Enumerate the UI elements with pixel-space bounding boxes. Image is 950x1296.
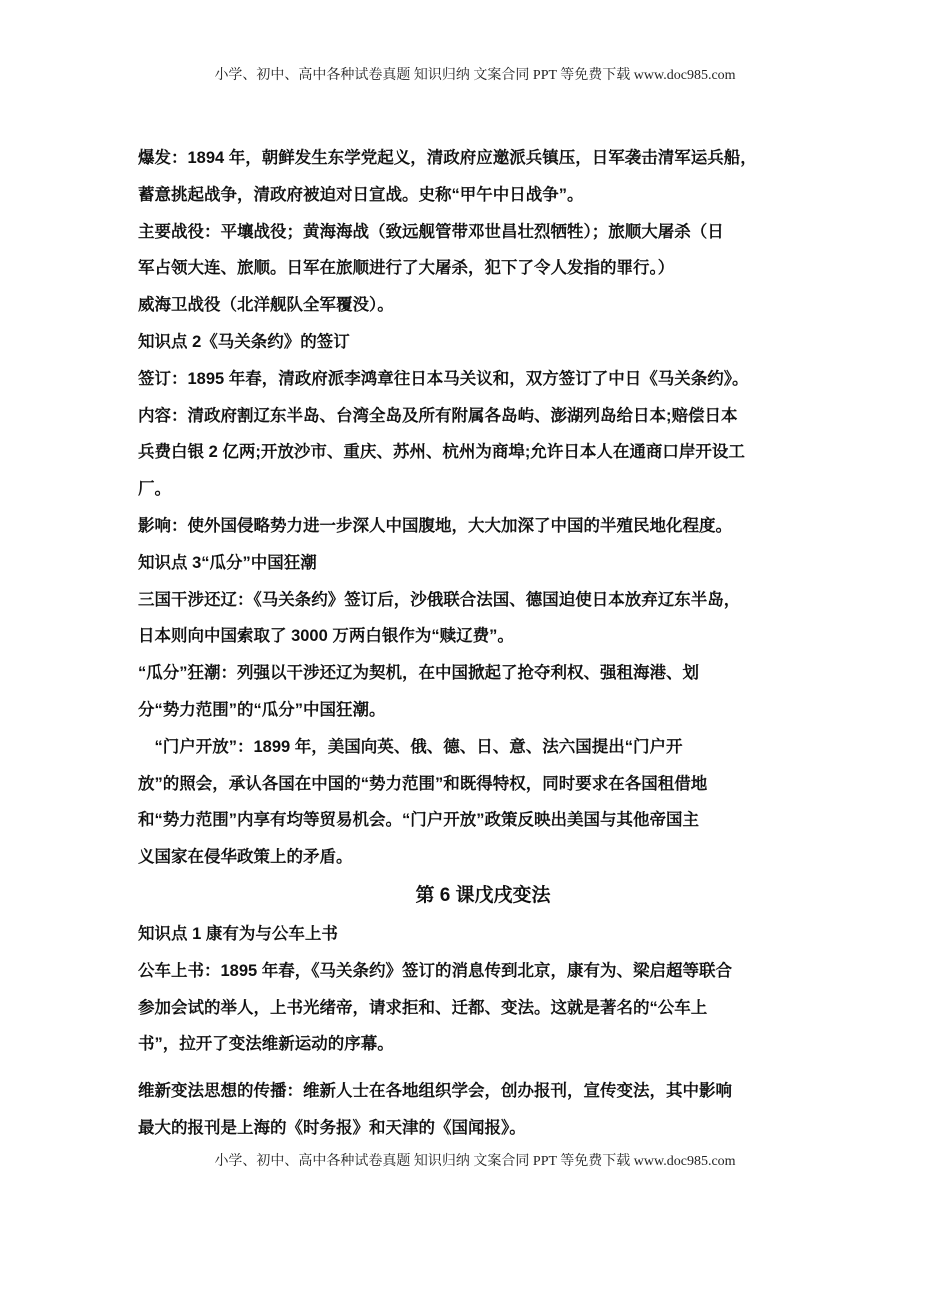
text-line: 主要战役：平壤战役；黄海海战（致远舰管带邓世昌壮烈牺牲）；旅顺大屠杀（日: [138, 222, 724, 241]
text-line: 厂。: [138, 480, 171, 499]
document-body: [138, 140, 828, 1147]
text-line: “门户开放”：1899 年，美国向英、俄、德、日、意、法六国提出“门户开: [138, 737, 683, 756]
text-line: 公车上书：1895 年春，《马关条约》签订的消息传到北京，康有为、梁启超等联合: [138, 961, 733, 980]
section-heading: 知识点 3“瓜分”中国狂潮: [138, 553, 317, 572]
text-line: 和“势力范围”内享有均等贸易机会。“门户开放”政策反映出美国与其他帝国主: [138, 811, 699, 830]
paragraph-gap: [138, 1063, 828, 1073]
text-line: 威海卫战役（北洋舰队全军覆没）。: [138, 296, 394, 315]
text-line: 兵费白银 2 亿两;开放沙市、重庆、苏州、杭州为商埠;允许日本人在通商口岸开设工: [138, 443, 745, 462]
lesson-title: 第 6 课戊戌变法: [415, 884, 551, 906]
page-header: 小学、初中、高中各种试卷真题 知识归纳 文案合同 PPT 等免费下载 www.doc985.com: [214, 68, 736, 83]
text-line: 日本则向中国索取了 3000 万两白银作为“赎辽费”。: [138, 627, 514, 646]
text-line: 军占领大连、旅顺。日军在旅顺进行了大屠杀，犯下了令人发指的罪行。）: [138, 259, 675, 278]
text-line: 签订：1895 年春，清政府派李鸿章往日本马关议和，双方签订了中日《马关条约》。: [138, 369, 749, 388]
text-line: 放”的照会，承认各国在中国的“势力范围”和既得特权，同时要求在各国租借地: [138, 774, 708, 793]
text-line: 书”，拉开了变法维新运动的序幕。: [138, 1035, 394, 1054]
text-line: 三国干涉还辽：《马关条约》签订后，沙俄联合法国、德国迫使日本放弃辽东半岛，: [138, 590, 741, 609]
text-line: 爆发：1894 年，朝鲜发生东学党起义，清政府应邀派兵镇压，日军袭击清军运兵船，: [138, 149, 757, 167]
text-line: 蓄意挑起战争，清政府被迫对日宣战。史称“甲午中日战争”。: [138, 185, 584, 204]
section-heading: 知识点 2《马关条约》的签订: [138, 332, 350, 351]
text-line: 维新变法思想的传播：维新人士在各地组织学会，创办报刊，宣传变法，其中影响: [138, 1082, 732, 1101]
text-line: 义国家在侵华政策上的矛盾。: [138, 848, 353, 867]
page-footer: 小学、初中、高中各种试卷真题 知识归纳 文案合同 PPT 等免费下载 www.doc985.com: [214, 1154, 736, 1169]
text-line: 影响：使外国侵略势力进一步深人中国腹地，大大加深了中国的半殖民地化程度。: [138, 516, 732, 535]
section-heading: 知识点 1 康有为与公车上书: [138, 924, 338, 943]
text-line: “瓜分”狂潮：列强以干涉还辽为契机，在中国掀起了抢夺利权、强租海港、划: [138, 664, 699, 683]
text-line: 参加会试的举人，上书光绪帝，请求拒和、迁都、变法。这就是著名的“公车上: [138, 998, 708, 1017]
text-line: 最大的报刊是上海的《时务报》和天津的《国闻报》。: [138, 1118, 526, 1137]
text-line: 分“势力范围”的“瓜分”中国狂潮。: [138, 700, 386, 719]
text-line: 内容：清政府割辽东半岛、台湾全岛及所有附属各岛屿、澎湖列岛给日本;赔偿日本: [138, 406, 738, 425]
